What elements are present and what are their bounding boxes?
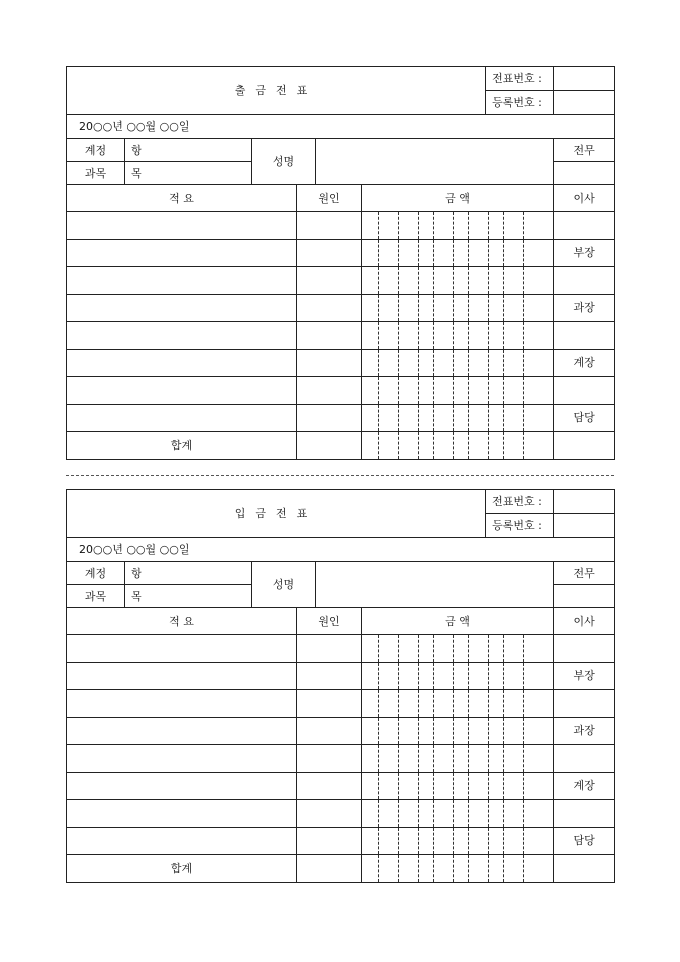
digit-separator: [523, 432, 524, 459]
digit-separator: [433, 828, 434, 855]
digit-separator: [523, 240, 524, 267]
digit-separator: [523, 690, 524, 717]
description-cell[interactable]: [67, 662, 297, 690]
digit-separator: [503, 350, 504, 377]
digit-separator: [378, 377, 379, 404]
digit-separator: [468, 212, 469, 239]
digit-separator: [523, 828, 524, 855]
digit-separator: [488, 773, 489, 800]
voucher-date[interactable]: 20○○년 ○○월 ○○일: [67, 115, 615, 139]
amount-cell[interactable]: [362, 745, 554, 773]
amount-header: 금 액: [362, 608, 554, 635]
digit-separator: [398, 405, 399, 432]
digit-separator: [418, 800, 419, 827]
digit-separator: [488, 690, 489, 717]
description-cell[interactable]: [67, 239, 297, 267]
digit-separator: [433, 635, 434, 662]
voucher-table: [66, 489, 615, 883]
digit-separator: [378, 690, 379, 717]
digit-separator: [488, 405, 489, 432]
digit-separator: [468, 322, 469, 349]
digit-separator: [468, 718, 469, 745]
digit-separator: [378, 663, 379, 690]
digit-separator: [398, 690, 399, 717]
digit-separator: [523, 663, 524, 690]
digit-separator: [453, 800, 454, 827]
digit-separator: [378, 635, 379, 662]
amount-cell[interactable]: [362, 239, 554, 267]
digit-separator: [488, 377, 489, 404]
approval-signature-box[interactable]: [554, 690, 615, 718]
digit-separator: [468, 800, 469, 827]
entry-row: [67, 212, 615, 240]
digit-separator: [398, 855, 399, 882]
digit-separator: [433, 377, 434, 404]
digit-separator: [453, 690, 454, 717]
amount-cell[interactable]: [362, 827, 554, 855]
description-cell[interactable]: [67, 717, 297, 745]
amount-cell[interactable]: [362, 800, 554, 828]
entry-row: [67, 349, 615, 377]
description-cell[interactable]: [67, 635, 297, 663]
digit-separator: [418, 212, 419, 239]
digit-separator: [488, 267, 489, 294]
digit-separator: [488, 350, 489, 377]
digit-separator: [398, 267, 399, 294]
account-subitem-label: 목: [125, 162, 252, 185]
digit-separator: [398, 377, 399, 404]
approval-signature-box[interactable]: [554, 432, 615, 460]
description-cell[interactable]: [67, 212, 297, 240]
digit-separator: [453, 240, 454, 267]
digit-separator: [453, 432, 454, 459]
subject-label: 과목: [67, 162, 125, 185]
cause-cell[interactable]: [297, 239, 362, 267]
approval-label: 전무: [554, 562, 615, 585]
digit-separator: [488, 745, 489, 772]
cause-cell[interactable]: [297, 745, 362, 773]
digit-separator: [418, 773, 419, 800]
voucher-number-label: 전표번호 :: [486, 490, 554, 514]
digit-separator: [488, 432, 489, 459]
digit-separator: [433, 350, 434, 377]
description-cell[interactable]: [67, 800, 297, 828]
approval-signature-box[interactable]: [554, 585, 615, 608]
digit-separator: [468, 295, 469, 322]
digit-separator: [453, 295, 454, 322]
total-row: [67, 432, 615, 460]
digit-separator: [468, 828, 469, 855]
digit-separator: [503, 690, 504, 717]
digit-separator: [503, 800, 504, 827]
name-field[interactable]: [316, 562, 554, 608]
amount-cell[interactable]: [362, 322, 554, 350]
cause-cell[interactable]: [297, 267, 362, 295]
digit-separator: [468, 267, 469, 294]
digit-separator: [503, 718, 504, 745]
approval-label: 이사: [554, 185, 615, 212]
amount-cell[interactable]: [362, 635, 554, 663]
digit-separator: [398, 635, 399, 662]
digit-separator: [433, 295, 434, 322]
digit-separator: [398, 718, 399, 745]
amount-cell[interactable]: [362, 404, 554, 432]
digit-separator: [503, 828, 504, 855]
amount-cell[interactable]: [362, 855, 554, 883]
digit-separator: [453, 212, 454, 239]
description-cell[interactable]: [67, 745, 297, 773]
approval-label: 부장: [554, 239, 615, 267]
digit-separator: [433, 267, 434, 294]
digit-separator: [503, 322, 504, 349]
description-header: 적 요: [67, 185, 297, 212]
account-label: 계정: [67, 139, 125, 162]
digit-separator: [418, 322, 419, 349]
digit-separator: [453, 322, 454, 349]
approval-label: 계장: [554, 772, 615, 800]
digit-separator: [523, 212, 524, 239]
cause-cell[interactable]: [297, 404, 362, 432]
digit-separator: [453, 267, 454, 294]
voucher-number-field[interactable]: [554, 67, 615, 91]
registration-number-field[interactable]: [554, 514, 615, 538]
amount-header: 금 액: [362, 185, 554, 212]
digit-separator: [468, 745, 469, 772]
digit-separator: [453, 405, 454, 432]
digit-separator: [398, 745, 399, 772]
description-cell[interactable]: [67, 690, 297, 718]
approval-label: 전무: [554, 139, 615, 162]
approval-signature-box[interactable]: [554, 855, 615, 883]
entry-row: [67, 322, 615, 350]
digit-separator: [418, 295, 419, 322]
digit-separator: [378, 855, 379, 882]
digit-separator: [378, 773, 379, 800]
digit-separator: [503, 377, 504, 404]
digit-separator: [468, 350, 469, 377]
amount-cell[interactable]: [362, 662, 554, 690]
digit-separator: [418, 432, 419, 459]
digit-separator: [398, 773, 399, 800]
digit-separator: [418, 663, 419, 690]
cause-header: 원인: [297, 608, 362, 635]
digit-separator: [503, 773, 504, 800]
amount-cell[interactable]: [362, 349, 554, 377]
account-label: 계정: [67, 562, 125, 585]
approval-label: 부장: [554, 662, 615, 690]
digit-separator: [453, 635, 454, 662]
digit-separator: [378, 295, 379, 322]
entry-row: [67, 662, 615, 690]
cause-header: 원인: [297, 185, 362, 212]
registration-number-label: 등록번호 :: [486, 91, 554, 115]
entry-row: [67, 267, 615, 295]
digit-separator: [488, 828, 489, 855]
digit-separator: [418, 690, 419, 717]
cause-cell[interactable]: [297, 772, 362, 800]
digit-separator: [523, 267, 524, 294]
total-row: [67, 855, 615, 883]
digit-separator: [523, 405, 524, 432]
digit-separator: [378, 432, 379, 459]
digit-separator: [468, 635, 469, 662]
cause-cell[interactable]: [297, 294, 362, 322]
digit-separator: [523, 855, 524, 882]
digit-separator: [488, 240, 489, 267]
amount-cell[interactable]: [362, 772, 554, 800]
cause-cell[interactable]: [297, 349, 362, 377]
approval-label: 담당: [554, 404, 615, 432]
deposit-voucher: [66, 489, 614, 883]
subject-label: 과목: [67, 585, 125, 608]
entry-row: [67, 745, 615, 773]
digit-separator: [503, 432, 504, 459]
cause-cell[interactable]: [297, 322, 362, 350]
digit-separator: [378, 405, 379, 432]
digit-separator: [488, 212, 489, 239]
name-field[interactable]: [316, 139, 554, 185]
amount-cell[interactable]: [362, 294, 554, 322]
digit-separator: [398, 350, 399, 377]
registration-number-field[interactable]: [554, 91, 615, 115]
entry-row: [67, 239, 615, 267]
cause-cell[interactable]: [297, 432, 362, 460]
digit-separator: [398, 322, 399, 349]
approval-signature-box[interactable]: [554, 377, 615, 405]
voucher-table: [66, 66, 615, 460]
digit-separator: [398, 432, 399, 459]
entry-row: [67, 690, 615, 718]
digit-separator: [468, 405, 469, 432]
digit-separator: [453, 745, 454, 772]
description-cell[interactable]: [67, 377, 297, 405]
digit-separator: [433, 745, 434, 772]
digit-separator: [418, 828, 419, 855]
digit-separator: [503, 295, 504, 322]
digit-separator: [418, 405, 419, 432]
digit-separator: [433, 240, 434, 267]
digit-separator: [503, 405, 504, 432]
approval-signature-box[interactable]: [554, 212, 615, 240]
digit-separator: [418, 377, 419, 404]
cause-cell[interactable]: [297, 212, 362, 240]
amount-cell[interactable]: [362, 432, 554, 460]
digit-separator: [433, 773, 434, 800]
amount-cell[interactable]: [362, 212, 554, 240]
digit-separator: [453, 663, 454, 690]
digit-separator: [398, 828, 399, 855]
cause-cell[interactable]: [297, 800, 362, 828]
digit-separator: [503, 745, 504, 772]
account-item-label: 항: [125, 562, 252, 585]
digit-separator: [418, 635, 419, 662]
approval-label: 과장: [554, 294, 615, 322]
digit-separator: [488, 855, 489, 882]
description-cell[interactable]: [67, 827, 297, 855]
digit-separator: [488, 718, 489, 745]
digit-separator: [503, 240, 504, 267]
amount-cell[interactable]: [362, 690, 554, 718]
digit-separator: [453, 773, 454, 800]
amount-cell[interactable]: [362, 377, 554, 405]
digit-separator: [378, 212, 379, 239]
digit-separator: [488, 295, 489, 322]
digit-separator: [488, 800, 489, 827]
digit-separator: [418, 718, 419, 745]
digit-separator: [503, 663, 504, 690]
digit-separator: [418, 240, 419, 267]
digit-separator: [453, 718, 454, 745]
digit-separator: [378, 322, 379, 349]
description-cell[interactable]: [67, 322, 297, 350]
digit-separator: [453, 855, 454, 882]
digit-separator: [433, 405, 434, 432]
description-cell[interactable]: [67, 267, 297, 295]
digit-separator: [418, 350, 419, 377]
name-label: 성명: [252, 139, 316, 185]
digit-separator: [468, 773, 469, 800]
digit-separator: [523, 350, 524, 377]
digit-separator: [398, 295, 399, 322]
digit-separator: [378, 745, 379, 772]
approval-signature-box[interactable]: [554, 745, 615, 773]
amount-cell[interactable]: [362, 717, 554, 745]
digit-separator: [523, 295, 524, 322]
digit-separator: [453, 828, 454, 855]
digit-separator: [468, 377, 469, 404]
digit-separator: [523, 322, 524, 349]
approval-label: 계장: [554, 349, 615, 377]
cause-cell[interactable]: [297, 662, 362, 690]
cause-cell[interactable]: [297, 635, 362, 663]
description-cell[interactable]: [67, 349, 297, 377]
total-label: 합계: [67, 855, 297, 883]
cause-cell[interactable]: [297, 690, 362, 718]
digit-separator: [453, 377, 454, 404]
digit-separator: [378, 350, 379, 377]
digit-separator: [503, 855, 504, 882]
digit-separator: [433, 212, 434, 239]
cut-line: [66, 475, 614, 476]
digit-separator: [503, 212, 504, 239]
registration-number-label: 등록번호 :: [486, 514, 554, 538]
digit-separator: [398, 663, 399, 690]
approval-signature-box[interactable]: [554, 322, 615, 350]
entry-row: [67, 294, 615, 322]
description-cell[interactable]: [67, 772, 297, 800]
account-subitem-label: 목: [125, 585, 252, 608]
amount-cell[interactable]: [362, 267, 554, 295]
entry-row: [67, 404, 615, 432]
entry-row: [67, 827, 615, 855]
account-item-label: 항: [125, 139, 252, 162]
entry-row: [67, 800, 615, 828]
approval-label: 담당: [554, 827, 615, 855]
cause-cell[interactable]: [297, 717, 362, 745]
digit-separator: [523, 635, 524, 662]
digit-separator: [523, 773, 524, 800]
digit-separator: [398, 212, 399, 239]
digit-separator: [418, 855, 419, 882]
digit-separator: [453, 350, 454, 377]
voucher-date[interactable]: 20○○년 ○○월 ○○일: [67, 538, 615, 562]
digit-separator: [468, 432, 469, 459]
approval-label: 과장: [554, 717, 615, 745]
digit-separator: [523, 718, 524, 745]
digit-separator: [523, 377, 524, 404]
digit-separator: [488, 635, 489, 662]
digit-separator: [378, 828, 379, 855]
digit-separator: [433, 800, 434, 827]
digit-separator: [468, 663, 469, 690]
digit-separator: [433, 432, 434, 459]
digit-separator: [378, 240, 379, 267]
digit-separator: [378, 267, 379, 294]
digit-separator: [468, 690, 469, 717]
digit-separator: [398, 800, 399, 827]
digit-separator: [468, 240, 469, 267]
digit-separator: [503, 635, 504, 662]
digit-separator: [503, 267, 504, 294]
digit-separator: [488, 322, 489, 349]
entry-row: [67, 772, 615, 800]
digit-separator: [433, 718, 434, 745]
voucher-number-field[interactable]: [554, 490, 615, 514]
digit-separator: [378, 800, 379, 827]
total-label: 합계: [67, 432, 297, 460]
digit-separator: [433, 322, 434, 349]
digit-separator: [468, 855, 469, 882]
voucher-title: 출금전표: [67, 67, 486, 115]
entry-row: [67, 717, 615, 745]
digit-separator: [433, 663, 434, 690]
description-cell[interactable]: [67, 294, 297, 322]
cause-cell[interactable]: [297, 855, 362, 883]
digit-separator: [523, 745, 524, 772]
voucher-title: 입금전표: [67, 490, 486, 538]
voucher-number-label: 전표번호 :: [486, 67, 554, 91]
description-cell[interactable]: [67, 404, 297, 432]
approval-signature-box[interactable]: [554, 267, 615, 295]
entry-row: [67, 377, 615, 405]
approval-signature-box[interactable]: [554, 800, 615, 828]
description-header: 적 요: [67, 608, 297, 635]
digit-separator: [488, 663, 489, 690]
digit-separator: [378, 718, 379, 745]
digit-separator: [398, 240, 399, 267]
cause-cell[interactable]: [297, 377, 362, 405]
name-label: 성명: [252, 562, 316, 608]
digit-separator: [433, 855, 434, 882]
entry-row: [67, 635, 615, 663]
withdrawal-voucher: [66, 66, 614, 460]
digit-separator: [418, 267, 419, 294]
digit-separator: [523, 800, 524, 827]
approval-signature-box[interactable]: [554, 162, 615, 185]
digit-separator: [418, 745, 419, 772]
approval-label: 이사: [554, 608, 615, 635]
digit-separator: [433, 690, 434, 717]
cause-cell[interactable]: [297, 827, 362, 855]
approval-signature-box[interactable]: [554, 635, 615, 663]
